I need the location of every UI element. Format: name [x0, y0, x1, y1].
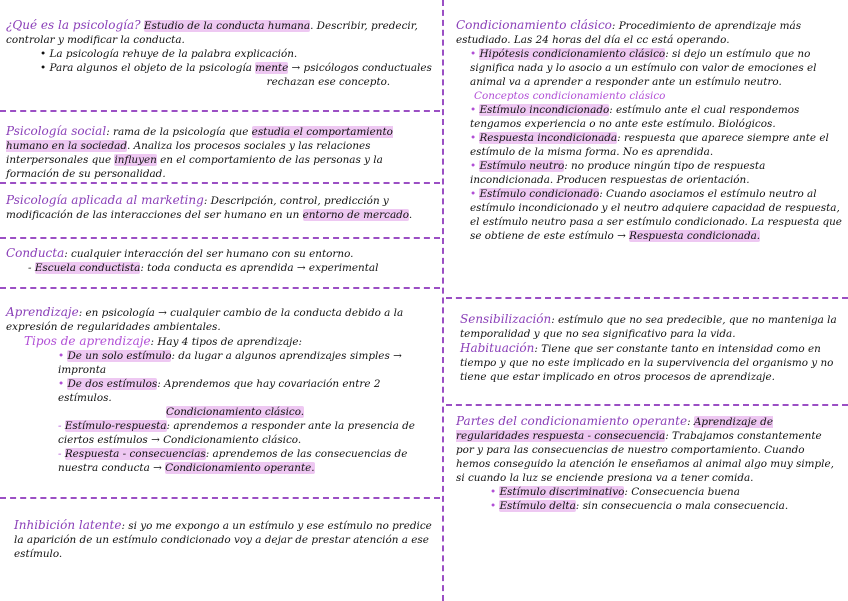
subsection-title: Conceptos condicionamiento clásico: [474, 90, 666, 102]
text: → psicólogos conductuales: [288, 62, 432, 74]
text: : respuesta que aparece siempre ante el estímulo de la misma forma. No es aprendida.: [470, 132, 829, 158]
section-operante: Partes del condicionamiento operante: Aprendizaje de regularidades respuesta - consecuencia: Trabajamos constantemente por y para las consecuencias de nuestro comportamiento. Cuando hemos conseguido la atención le enseñamos al animal algo muy simple, si cuando la luz se enciende presiona va a tener comida. • Estímulo discriminativo: Consecuencia buena • Estímulo delta: sin consecuencia o mala consecuencia.: [456, 414, 834, 512]
highlight: Escuela conductista: [34, 262, 141, 274]
highlight: estudia el comportamiento humano en la sociedad: [6, 126, 393, 152]
section-title: Psicología social: [6, 124, 107, 138]
text: :: [687, 416, 694, 428]
vertical-divider: [442, 0, 444, 601]
text: : Procedimiento de aprendizaje más estudiado. Las 24 horas del día el cc está operando.: [456, 20, 802, 46]
text: : toda conducta es aprendida → experimental: [140, 262, 379, 274]
highlight: Respuesta condicionada.: [629, 230, 761, 242]
highlight: Estímulo neutro: [479, 160, 565, 172]
text: : si dejo un estímulo que no significa nada y lo asocio a un estímulo con valor de emociones el animal va a aprender a responder ante un estímulo neutro.: [470, 48, 817, 88]
divider: [0, 182, 440, 184]
section-sensibilizacion: [460, 312, 842, 384]
text: : Descripción, control, predicción y modificación de las interacciones del ser humano en un: [6, 195, 389, 221]
text: : cualquier interacción del ser humano con su entorno.: [64, 248, 354, 260]
highlight: Respuesta - consecuencias: [64, 448, 206, 460]
highlight: Hipótesis condicionamiento clásico: [479, 48, 666, 60]
divider: [446, 297, 848, 299]
text: : aprendemos a responder ante la presencia de ciertos estímulos → Condicionamiento clásico.: [58, 420, 415, 446]
divider: [0, 497, 440, 499]
divider: [0, 237, 440, 239]
highlight: Condicionamiento operante.: [165, 462, 315, 474]
text: : estímulo ante el cual respondemos tengamos experiencia o no ante este estímulo. Biológicos.: [470, 104, 800, 130]
highlight: Respuesta incondicionada: [479, 132, 618, 144]
subsection-title: Tipos de aprendizaje: [24, 334, 151, 348]
section-marketing: [6, 193, 434, 222]
text: : Hay 4 tipos de aprendizaje:: [150, 336, 303, 348]
section-aprendizaje: Aprendizaje: en psicología → cualquier cambio de la conducta debido a la expresión de regularidades ambientales. Tipos de aprendizaje: Hay 4 tipos de aprendizaje: • De un solo estímulo: da lugar a algunos aprendizajes simples → impronta • De dos estímulos: Aprendemos que hay covariación entre 2 estímulos. Condicionamiento clásico. - Estímulo-respuesta: aprendemos a responder ante la presencia de ciertos estímulos → Condicionamiento clásico. - Respuesta - consecuencias: aprendemos de las consecuencias de nuestra conducta → Condicionamiento operante.: [6, 305, 415, 474]
section-title: Psicología aplicada al marketing: [6, 193, 204, 207]
highlight: mente: [255, 62, 289, 74]
text: : aprendemos de las consecuencias de nuestra conducta →: [58, 448, 408, 474]
section-title: ¿Qué es la psicología?: [6, 18, 141, 32]
text: : no produce ningún tipo de respuesta incondicionada. Producen respuestas de orientación.: [470, 160, 766, 186]
highlight: Estímulo incondicionado: [479, 104, 610, 116]
text: . Describir, predecir, controlar y modificar la conducta.: [6, 20, 418, 46]
highlight: influyen: [114, 154, 157, 166]
highlight: De dos estímulos: [67, 378, 158, 390]
text: : si yo me expongo a un estímulo y ese estímulo no predice la aparición de un estímulo condicionado voy a dejar de prestar atención a ese estímulo.: [14, 520, 432, 560]
text: rechazan ese concepto.: [266, 76, 390, 88]
bullet-text: La psicología rehuye de la palabra explicación.: [49, 48, 298, 60]
highlight: Estímulo delta: [499, 500, 576, 512]
text: : Trabajamos constantemente por y para las consecuencias de nuestro comportamiento. Cuando hemos conseguido la atención le enseñamos al animal algo muy simple, si cuando la luz se enciende presiona va a tener comida.: [456, 430, 834, 484]
text: : da lugar a algunos aprendizajes simples → impronta: [58, 350, 402, 376]
section-title: Aprendizaje: [6, 305, 79, 319]
divider: [0, 110, 440, 112]
highlight: Estímulo-respuesta: [64, 420, 167, 432]
highlight: De un solo estímulo: [67, 350, 172, 362]
section-conducta: Conducta: cualquier interacción del ser humano con su entorno. - Escuela conductista: toda conducta es aprendida → experimental: [6, 246, 379, 274]
text: . Analiza los procesos sociales y las relaciones interpersonales que: [6, 140, 371, 166]
text: : estímulo que no sea predecible, que no manteniga la temporalidad y que no sea significativo para la vida.: [460, 314, 837, 340]
text: : en psicología → cualquier cambio de la conducta debido a la expresión de regularidades ambientales.: [6, 307, 404, 333]
text: : Cuando asociamos el estímulo neutro al estímulo incondicionado y el neutro adquiere capacidad de respuesta, el estímulo neutro pasa a ser estímulo condicionado. La respuesta que se obtiene de este estímulo →: [470, 188, 842, 242]
text: : Tiene que ser constante tanto en intensidad como en tiempo y que no este implicado en la supervivencia del organismo y no tiene que estar implicado en otros procesos de aprendizaje.: [460, 343, 834, 383]
text: : sin consecuencia o mala consecuencia.: [575, 500, 789, 512]
highlight: Condicionamiento clásico.: [166, 406, 305, 418]
section-clasico: Condicionamiento clásico: Procedimiento de aprendizaje más estudiado. Las 24 horas del día el cc está operando. • Hipótesis condicionamiento clásico: si dejo un estímulo que no significa nada y lo asocio a un estímulo con valor de emociones el animal va a aprender a responder ante un estímulo neutro. Conceptos condicionamiento clásico • Estímulo incondicionado: estímulo ante el cual respondemos tengamos experiencia o no ante este estímulo. Biológicos. • Respuesta incondicionada: respuesta que aparece siempre ante el estímulo de la misma forma. No es aprendida. • Estímulo neutro: no produce ningún tipo de respuesta incondicionada. Producen respuestas de orientación. • Estímulo condicionado: Cuando asociamos el estímulo neutro al estímulo incondicionado y el neutro adquiere capacidad de respuesta, el estímulo neutro pasa a ser estímulo condicionado. La respuesta que se obtiene de este estímulo → Respuesta condicionada.: [456, 18, 842, 242]
divider: [446, 404, 848, 406]
text: : rama de la psicología que: [106, 126, 252, 138]
highlight: Aprendizaje de regularidades respuesta - consecuencia: [456, 416, 773, 442]
text: .: [408, 209, 413, 221]
section-title: Condicionamiento clásico: [456, 18, 612, 32]
section-title: Partes del condicionamiento operante: [456, 414, 688, 428]
text: en el comportamiento de las personas y la formación de su personalidad.: [6, 154, 383, 180]
highlight: entorno de mercado: [302, 209, 409, 221]
section-title: Habituación: [460, 341, 535, 355]
section-title: Inhibición latente: [14, 518, 122, 532]
section-title: Conducta: [6, 246, 65, 260]
section-psicologia: ¿Qué es la psicología? Estudio de la conducta humana. Describir, predecir, controlar y modificar la conducta. • La psicología rehuye de la palabra explicación. • Para algunos el objeto de la psicología mente → psicólogos conductuales rechazan ese concepto.: [6, 18, 432, 88]
section-inhibicion: [14, 518, 434, 561]
highlight: Estudio de la conducta humana: [143, 20, 311, 32]
section-title: Sensibilización: [460, 312, 552, 326]
divider: [0, 287, 440, 289]
section-social: [6, 124, 434, 181]
text: : Aprendemos que hay covariación entre 2 estímulos.: [58, 378, 381, 404]
highlight: Estímulo condicionado: [479, 188, 600, 200]
text: : Consecuencia buena: [624, 486, 740, 498]
highlight: Estímulo discriminativo: [499, 486, 625, 498]
bullet-text: Para algunos el objeto de la psicología: [49, 62, 256, 74]
